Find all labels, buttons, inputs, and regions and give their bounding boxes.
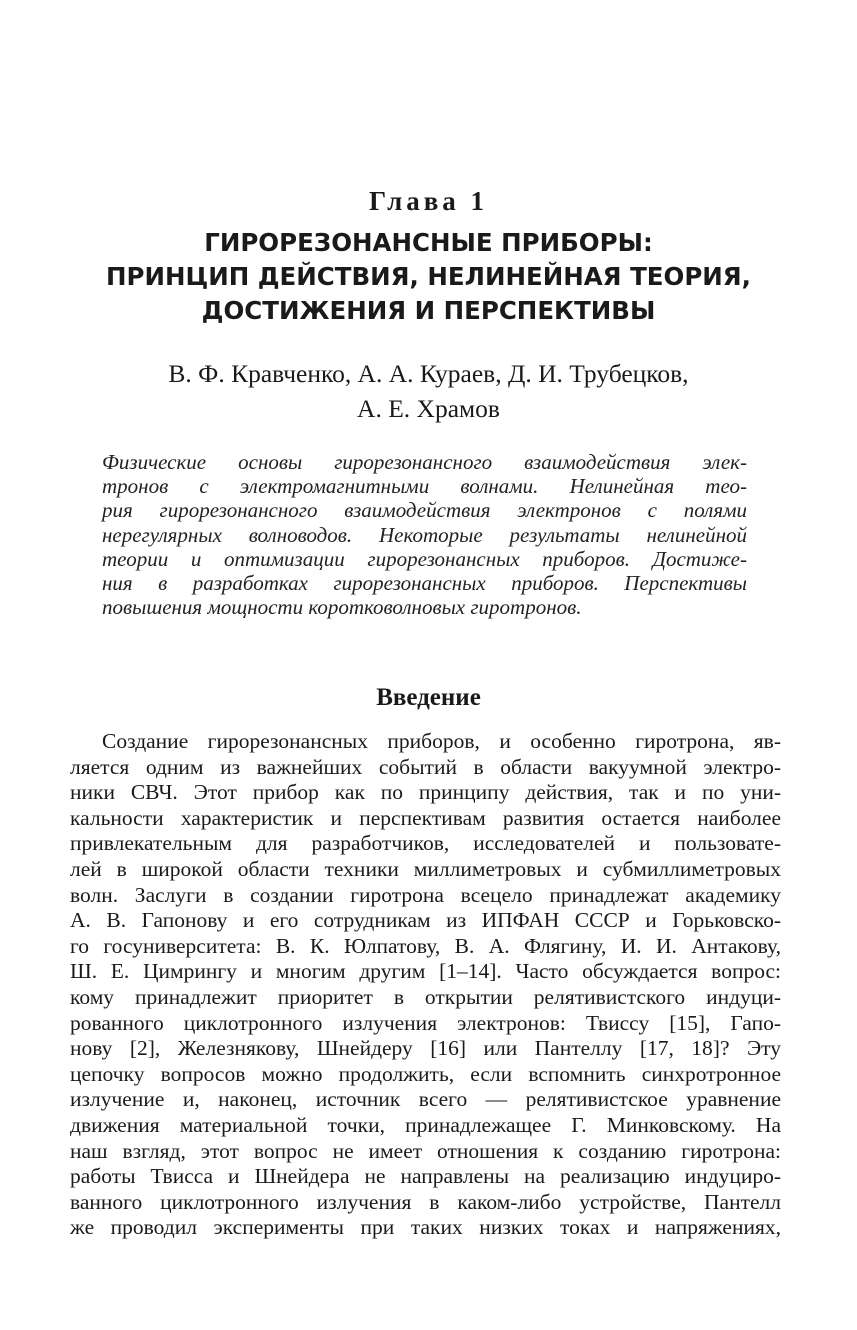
body-line: же проводил эксперименты при таких низких токах и напряжениях, — [70, 1215, 781, 1240]
body-line: наш взгляд, этот вопрос не имеет отношения к созданию гиротрона: — [70, 1138, 781, 1163]
abstract-line: нерегулярных волноводов. Некоторые результаты нелинейной — [102, 522, 747, 547]
body-line: привлекательным для разработчиков, исследователей и пользовате- — [70, 831, 781, 856]
body-line: ванного циклотронного излучения в каком-либо устройстве, Пантелл — [70, 1189, 781, 1214]
body-line: рованного циклотронного излучения электронов: Твиссу [15], Гапо- — [70, 1010, 781, 1035]
body-line: движения материальной точки, принадлежащее Г. Минковскому. На — [70, 1112, 781, 1137]
chapter-title-line: ДОСТИЖЕНИЯ И ПЕРСПЕКТИВЫ — [201, 296, 656, 325]
abstract-line: тронов с электромагнитными волнами. Нелинейная тео- — [102, 474, 747, 499]
chapter-title-line: ПРИНЦИП ДЕЙСТВИЯ, НЕЛИНЕЙНАЯ ТЕОРИЯ, — [106, 262, 751, 291]
body-line: Создание гирорезонансных приборов, и особенно гиротрона, яв- — [102, 729, 781, 753]
chapter-abstract — [102, 450, 747, 619]
abstract-line: Физические основы гирорезонансного взаимодействия элек- — [102, 450, 747, 474]
body-line: кому принадлежит приоритет в открытии релятивистского индуци- — [70, 984, 781, 1009]
body-line: кальности характеристик и перспективам развития остается наиболее — [70, 805, 781, 830]
abstract-line: рия гирорезонансного взаимодействия электронов с полями — [102, 498, 747, 523]
chapter-authors — [0, 356, 857, 426]
chapter-label: Глава 1 — [368, 186, 489, 216]
body-line: излучение и, наконец, источник всего — релятивистское уравнение — [70, 1087, 781, 1112]
body-line: волн. Заслуги в создании гиротрона всецело принадлежат академику — [70, 882, 781, 907]
abstract-line: повышения мощности коротковолновых гиротронов. — [102, 595, 582, 620]
body-line: Ш. Е. Цимрингу и многим другим [1–14]. Часто обсуждается вопрос: — [70, 959, 781, 984]
body-line: ники СВЧ. Этот прибор как по принципу действия, так и по уни- — [70, 780, 781, 805]
body-line: работы Твисса и Шнейдера не направлены на реализацию индуциро- — [70, 1164, 781, 1189]
chapter-title — [60, 226, 797, 328]
body-line: ляется одним из важнейших событий в области вакуумной электро- — [70, 754, 781, 779]
body-line: А. В. Гапонову и его сотрудникам из ИПФАН СССР и Горьковско- — [70, 908, 781, 933]
section-body — [70, 729, 781, 1241]
authors-line: А. Е. Храмов — [357, 394, 500, 423]
section-heading: Введение — [376, 684, 481, 711]
body-line: нову [2], Железнякову, Шнейдеру [16] или Пантеллу [17, 18]? Эту — [70, 1036, 781, 1061]
authors-line: В. Ф. Кравченко, А. А. Кураев, Д. И. Трубецков, — [168, 359, 689, 388]
chapter-title-line: ГИРОРЕЗОНАНСНЫЕ ПРИБОРЫ: — [204, 228, 653, 257]
body-line: лей в широкой области техники миллиметровых и субмиллиметровых — [70, 856, 781, 881]
body-line: цепочку вопросов можно продолжить, если вспомнить синхротронное — [70, 1061, 781, 1086]
abstract-line: теории и оптимизации гирорезонансных приборов. Достиже- — [102, 546, 747, 571]
body-line: го госуниверситета: В. К. Юлпатову, В. А. Флягину, И. И. Антакову, — [70, 933, 781, 958]
abstract-line: ния в разработках гирорезонансных приборов. Перспективы — [102, 571, 747, 596]
